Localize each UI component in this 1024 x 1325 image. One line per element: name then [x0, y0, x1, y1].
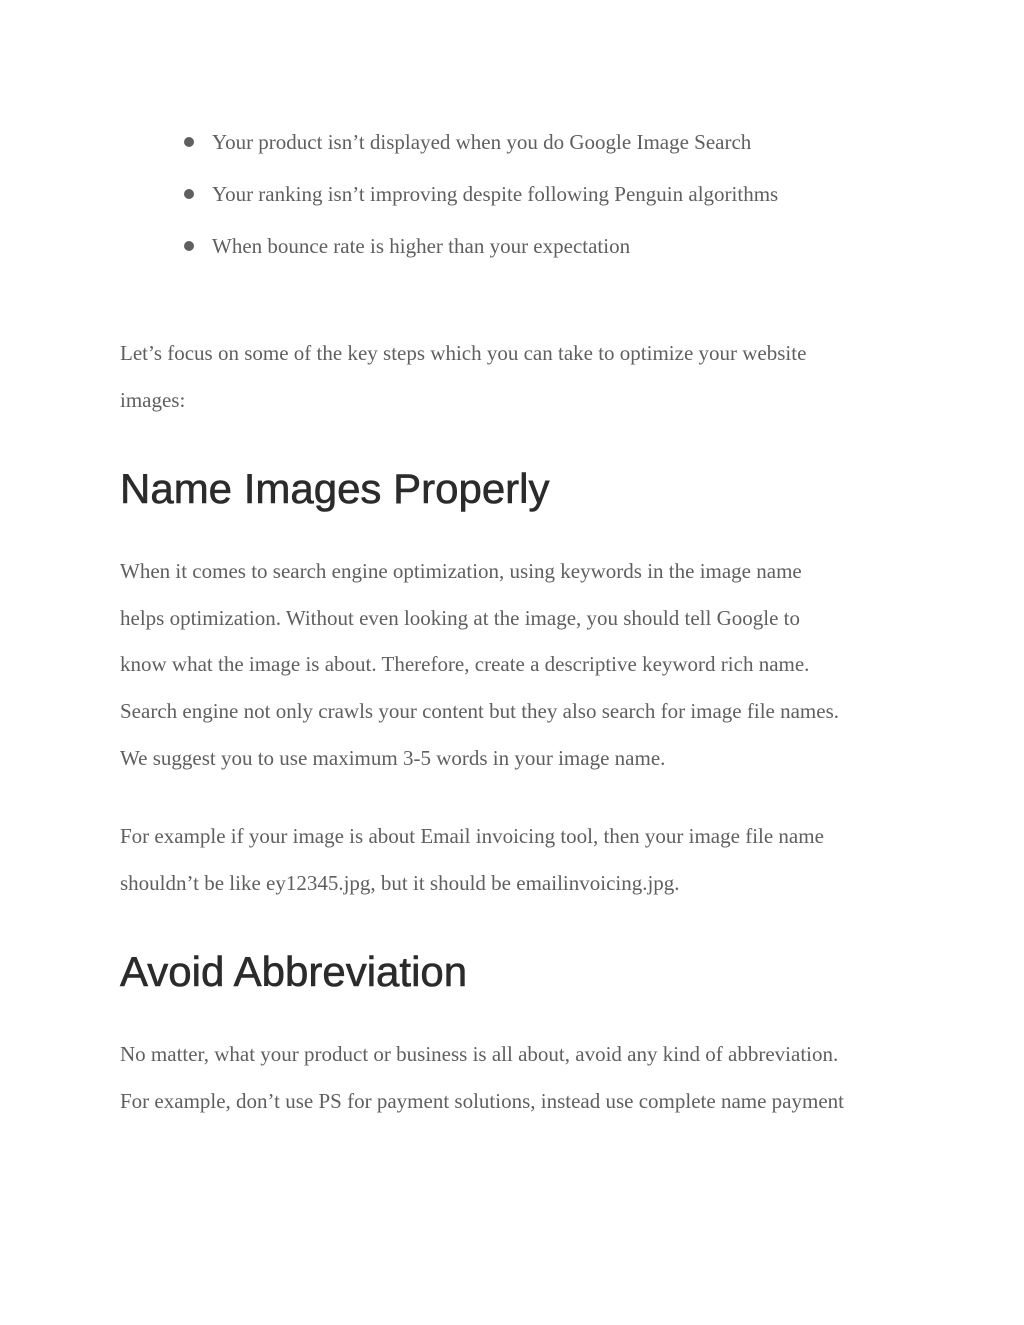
- paragraph-line: Let’s focus on some of the key steps which you can take to optimize your website: [120, 341, 807, 365]
- paragraph-line: For example, don’t use PS for payment solutions, instead use complete name payment: [120, 1088, 844, 1113]
- paragraph-line: No matter, what your product or business is all about, avoid any kind of abbreviation.: [120, 1042, 839, 1066]
- bullet-icon: [184, 189, 194, 199]
- section-heading-avoid-abbreviation: Avoid Abbreviation: [120, 948, 468, 995]
- intro-paragraph: [120, 330, 806, 423]
- paragraph-line: When it comes to search engine optimization, using keywords in the image name: [120, 559, 802, 583]
- bullet-list: [180, 116, 778, 272]
- paragraph-line: Search engine not only crawls your content but they also search for image file names.: [120, 699, 840, 724]
- paragraph-line: know what the image is about. Therefore, create a descriptive keyword rich name.: [120, 652, 810, 677]
- bullet-icon: [184, 241, 194, 251]
- list-item-text: Your product isn’t displayed when you do Google Image Search: [212, 130, 752, 154]
- paragraph-line: For example if your image is about Email invoicing tool, then your image file name: [120, 824, 824, 848]
- paragraph-line: helps optimization. Without even looking at the image, you should tell Google to: [120, 605, 800, 630]
- list-item-text: Your ranking isn’t improving despite following Penguin algorithms: [212, 182, 779, 206]
- list-item: [180, 116, 778, 168]
- section-heading-name-images: Name Images Properly: [120, 465, 550, 512]
- list-item: [180, 220, 778, 272]
- paragraph-line: We suggest you to use maximum 3-5 words in your image name.: [120, 745, 666, 770]
- name-images-paragraph-1: [120, 548, 839, 782]
- list-item: [180, 168, 778, 220]
- avoid-abbreviation-paragraph: [120, 1031, 844, 1124]
- name-images-paragraph-2: [120, 813, 824, 906]
- bullet-icon: [184, 137, 194, 147]
- paragraph-line: shouldn’t be like ey12345.jpg, but it should be emailinvoicing.jpg.: [120, 870, 680, 895]
- paragraph-line: images:: [120, 387, 186, 412]
- list-item-text: When bounce rate is higher than your expectation: [212, 234, 631, 258]
